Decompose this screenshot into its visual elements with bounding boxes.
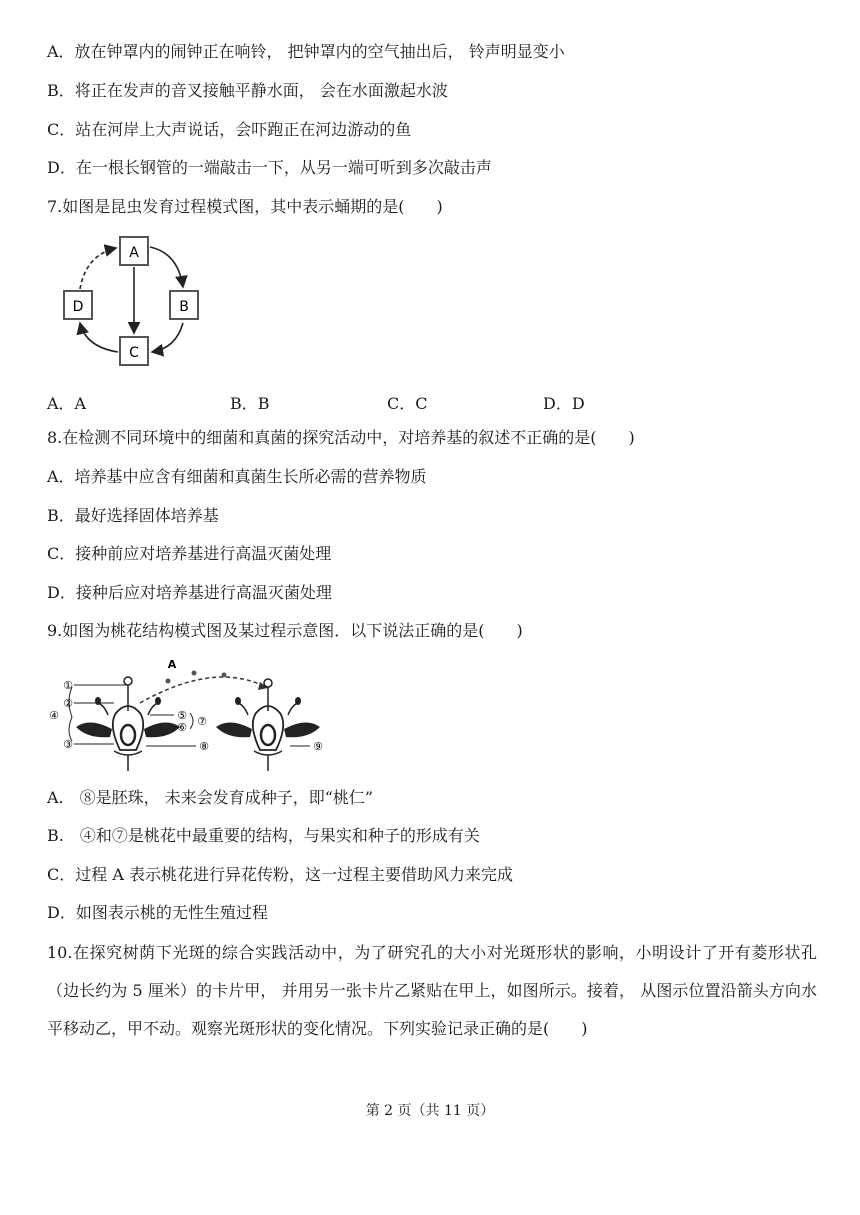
q6-option-b: B．将正在发声的音叉接触平静水面， 会在水面激起水波 — [47, 81, 448, 100]
label-1: ① — [63, 679, 73, 692]
q9-option-b: B. ④和⑦是桃花中最重要的结构，与果实和种子的形成有关 — [47, 826, 480, 845]
q6-option-d: D．在一根长钢管的一端敲击一下，从另一端可听到多次敲击声 — [47, 158, 492, 177]
arrow-c-to-d — [80, 323, 118, 352]
q9-stem: 9.如图为桃花结构模式图及某过程示意图．以下说法正确的是( ) — [47, 621, 523, 640]
q8-option-b: B．最好选择固体培养基 — [47, 506, 219, 525]
flower-structure-1 — [76, 677, 180, 771]
q7-option-a: A．A — [47, 394, 87, 413]
q7-options — [47, 391, 807, 411]
label-5: ⑤ — [177, 709, 187, 722]
q8-option-d: D．接种后应对培养基进行高温灭菌处理 — [47, 583, 332, 602]
pollen-dots — [166, 671, 227, 684]
insect-development-diagram — [58, 233, 208, 368]
label-3: ③ — [63, 738, 73, 751]
label-6: ⑥ — [177, 721, 187, 734]
q7-option-d: D．D — [543, 394, 585, 413]
peach-flower-diagram — [44, 655, 334, 777]
label-9: ⑨ — [313, 740, 323, 753]
arrow-d-to-a — [80, 248, 116, 289]
q10-stem: 10.在探究树荫下光斑的综合实践活动中，为了研究孔的大小对光斑形状的影响，小明设计了开有菱形状孔（边长约为 5 厘米）的卡片甲， 并用另一张卡片乙紧贴在甲上，如图所示。接着， 从图示位置沿箭头方向水平移动乙，甲不动。观察光斑形状的变化情况。下列实验记录正确的是( ) — [47, 943, 817, 1038]
q8-stem: 8.在检测不同环境中的细菌和真菌的探究活动中，对培养基的叙述不正确的是( ) — [47, 428, 635, 447]
stage-label-c: C — [129, 345, 139, 361]
stage-label-b: B — [179, 299, 189, 315]
q7-option-c: C．C — [387, 394, 428, 413]
process-label-a: A — [167, 658, 177, 671]
label-2: ② — [63, 697, 73, 710]
q6-option-c: C．站在河岸上大声说话，会吓跑正在河边游动的鱼 — [47, 120, 412, 139]
stage-label-a: A — [129, 245, 139, 261]
q9-option-c: C．过程 A 表示桃花进行异花传粉，这一过程主要借助风力来完成 — [47, 865, 513, 884]
flower-structure-2 — [216, 679, 320, 771]
label-8: ⑧ — [199, 740, 209, 753]
q7-stem: 7.如图是昆虫发育过程模式图，其中表示蛹期的是( ) — [47, 197, 443, 216]
q8-option-a: A．培养基中应含有细菌和真菌生长所必需的营养物质 — [47, 467, 427, 486]
stage-label-d: D — [72, 299, 84, 315]
label-4: ④ — [49, 709, 59, 722]
q9-option-d: D．如图表示桃的无性生殖过程 — [47, 903, 268, 922]
page-footer: 第 2 页（共 11 页） — [365, 1103, 495, 1119]
arrow-a-to-b — [150, 247, 183, 287]
arrow-b-to-c — [152, 323, 183, 352]
q7-option-b: B．B — [230, 394, 270, 413]
label-7: ⑦ — [197, 715, 207, 728]
q8-option-c: C．接种前应对培养基进行高温灭菌处理 — [47, 544, 332, 563]
q6-option-a: A．放在钟罩内的闹钟正在响铃， 把钟罩内的空气抽出后， 铃声明显变小 — [47, 42, 565, 61]
q9-option-a: A. ⑧是胚珠， 未来会发育成种子，即“桃仁” — [47, 788, 374, 807]
